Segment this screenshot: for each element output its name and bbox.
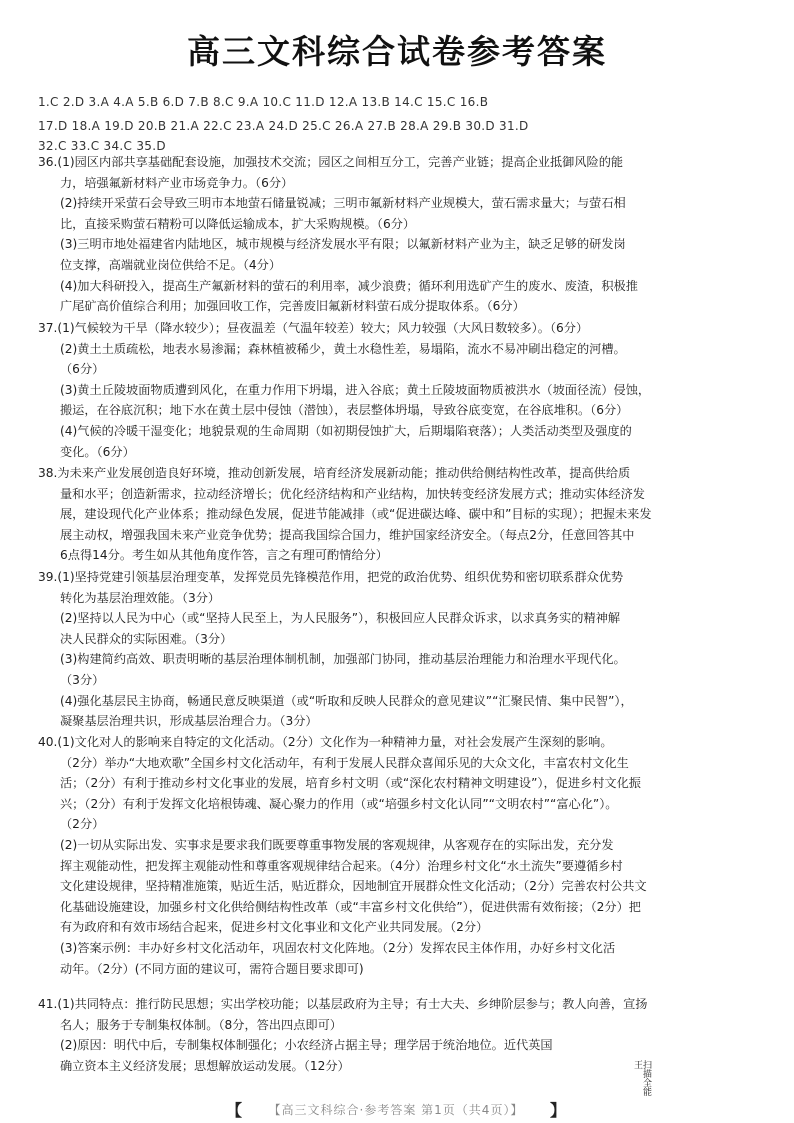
footer-bracket-left: 【 (226, 1101, 243, 1120)
question-36 (38, 152, 780, 317)
question-38 (38, 463, 780, 566)
text-line: 活；（2分）有利于推动乡村文化事业的发展，培育乡村文明（或“深化农村精神文明建设”），促进乡村文化振 (60, 776, 641, 791)
question-41 (38, 994, 780, 1076)
text-line: 37.(1)气候较为干旱（降水较少）；昼夜温差（气温年较差）较大；风力较强（大风日数较多）。（6分） (38, 321, 589, 335)
text-line: 比，直接采购萤石精粉可以降低运输成本，扩大采购规模。（6分） (60, 216, 416, 231)
text-line: 挥主观能动性，把发挥主观能动性和尊重客观规律结合起来。（4分）治理乡村文化“水土流失”要遵循乡村 (60, 858, 623, 873)
text-line: 36.(1)园区内部共享基础配套设施，加强技术交流；园区之间相互分工，完善产业链；提高企业抵御风险的能 (38, 155, 624, 169)
text-line: 确立资本主义经济发展；思想解放运动发展。（12分） (60, 1058, 350, 1073)
text-line: （6分） (60, 362, 105, 377)
text-line: （2分）举办“大地欢歌”全国乡村文化活动年，有利于发展人民群众喜闻乐见的大众文化，丰富农村文化生 (60, 755, 629, 770)
text-line: (3)构建简约高效、职责明晰的基层治理体制机制，加强部门协同，推动基层治理能力和治理水平现代化。 (60, 652, 626, 667)
text-line: 凝聚基层治理共识，形成基层治理合力。（3分） (60, 714, 318, 729)
text-line: 名人；服务于专制集权体制。（8分，答出四点即可） (60, 1017, 342, 1032)
text-line: 有为政府和有效市场结合起来，促进乡村文化事业和文化产业共同发展。（2分） (60, 920, 489, 935)
page-footer (226, 1098, 566, 1118)
text-line: 变化。（6分） (60, 444, 135, 459)
text-line: （2分） (60, 817, 105, 832)
footer-text: 【高三文科综合·参考答案 第1页（共4页）】 (268, 1103, 524, 1117)
scanner-watermark: 扫描全能王 (632, 1060, 651, 1096)
text-line: (2)原因：明代中后，专制集权体制强化；小农经济占据主导；理学居于统治地位。近代英国 (60, 1038, 553, 1053)
text-line: 文化建设规律，坚持精准施策，贴近生活，贴近群众，因地制宜开展群众性文化活动；（2分）完善农村公共文 (60, 879, 647, 894)
answer-row: 17.D 18.A 19.D 20.B 21.A 22.C 23.A 24.D 25.C 26.A 27.B 28.A 29.B 30.D 31.D (38, 119, 529, 133)
text-line: 展主动权，增强我国未来产业竞争优势；提高我国综合国力，维护国家经济安全。（每点2分，任意回答其中 (60, 527, 635, 542)
text-line: 38.为未来产业发展创造良好环境，推动创新发展，培育经济发展新动能；推动供给侧结构性改革，提高供给质 (38, 466, 631, 480)
text-line: (3)黄土丘陵坡面物质遭到风化，在重力作用下坍塌，进入谷底；黄土丘陵坡面物质被洪水（坡面径流）侵蚀， (60, 382, 651, 397)
question-39 (38, 567, 780, 732)
page-title: 高三文科综合试卷参考答案 (187, 32, 607, 71)
question-40 (38, 732, 780, 979)
text-line: 39.(1)坚持党建引领基层治理变革，发挥党员先锋模范作用，把党的政治优势、组织优势和密切联系群众优势 (38, 570, 624, 584)
text-line: (2)持续开采萤石会导致三明市本地萤石储量锐减；三明市氟新材料产业规模大，萤石需求量大；与萤石相 (60, 196, 626, 211)
text-line: (4)强化基层民主协商，畅通民意反映渠道（或“听取和反映人民群众的意见建议”“汇聚民情、集中民智”）， (60, 693, 633, 708)
text-line: (2)黄土土质疏松，地表水易渗漏；森林植被稀少，黄土水稳性差，易塌陷，流水不易冲刷出稳定的河槽。 (60, 341, 626, 356)
text-line: 化基础设施建设，加强乡村文化供给侧结构性改革（或“丰富乡村文化供给”），促进供需有效衔接；（2分）把 (60, 899, 641, 914)
text-line: 兴；（2分）有利于发挥文化培根铸魂、凝心聚力的作用（或“培强乡村文化认同”“文明农村”“富心化”）。 (60, 796, 618, 811)
text-line: 广尾矿高价值综合利用；加强回收工作，完善废旧氟新材料萤石成分提取体系。（6分） (60, 299, 525, 314)
answer-row: 32.C 33.C 34.C 35.D (38, 139, 166, 153)
text-line: 量和水平；创造新需求，拉动经济增长；优化经济结构和产业结构，加快转变经济发展方式；推动实体经济发 (60, 486, 645, 501)
text-line: (2)一切从实际出发、实事求是要求我们既要尊重事物发展的客观规律，从客观存在的实际出发，充分发 (60, 837, 614, 852)
text-line: (3)答案示例：丰办好乡村文化活动年，巩固农村文化阵地。（2分）发挥农民主体作用，办好乡村文化活 (60, 940, 616, 955)
answer-row: 1.C 2.D 3.A 4.A 5.B 6.D 7.B 8.C 9.A 10.C 11.D 12.A 13.B 14.C 15.C 16.B (38, 95, 489, 109)
text-line: 40.(1)文化对人的影响来自特定的文化活动。（2分）文化作为一种精神力量，对社会发展产生深刻的影响。 (38, 735, 613, 749)
text-line: 41.(1)共同特点：推行防民思想；实出学校功能；以基层政府为主导；有士大夫、乡绅阶层参与；教人向善，宣扬 (38, 997, 648, 1011)
text-line: 位支撑，高端就业岗位供给不足。（4分） (60, 257, 282, 272)
text-line: (3)三明市地处福建省内陆地区，城市规模与经济发展水平有限；以氟新材料产业为主，缺乏足够的研发岗 (60, 237, 626, 252)
text-line: 6点得14分。考生如从其他角度作答，言之有理可酌情给分） (60, 548, 388, 563)
text-line: 转化为基层治理效能。（3分） (60, 590, 221, 605)
text-line: (4)加大科研投入，提高生产氟新材料的萤石的利用率，减少浪费；循环利用选矿产生的废水、废渣，积极推 (60, 278, 638, 293)
text-line: 动年。（2分）(不同方面的建议可，需符合题目要求即可) (60, 961, 364, 976)
question-37 (38, 318, 780, 462)
text-line: 展，建设现代化产业体系；推动绿色发展，促进节能减排（或“促进碳达峰、碳中和”目标的实现）；把握未来发 (60, 507, 652, 522)
footer-bracket-right: 】 (549, 1101, 566, 1120)
text-line: 搬运，在谷底沉积；地下水在黄土层中侵蚀（潜蚀），表层整体坍塌，导致谷底变宽，在谷底堆积。（6分） (60, 403, 629, 418)
text-line: 力，培强氟新材料产业市场竞争力。（6分） (60, 175, 294, 190)
text-line: 决人民群众的实际困难。（3分） (60, 631, 233, 646)
text-line: (4)气候的冷暖干湿变化；地貌景观的生命周期（如初期侵蚀扩大，后期塌陷衰落）；人类活动类型及强度的 (60, 423, 632, 438)
text-line: (2)坚持以人民为中心（或“坚持人民至上，为人民服务”），积极回应人民群众诉求，以求真务实的精神解 (60, 611, 621, 626)
text-line: （3分） (60, 672, 105, 687)
